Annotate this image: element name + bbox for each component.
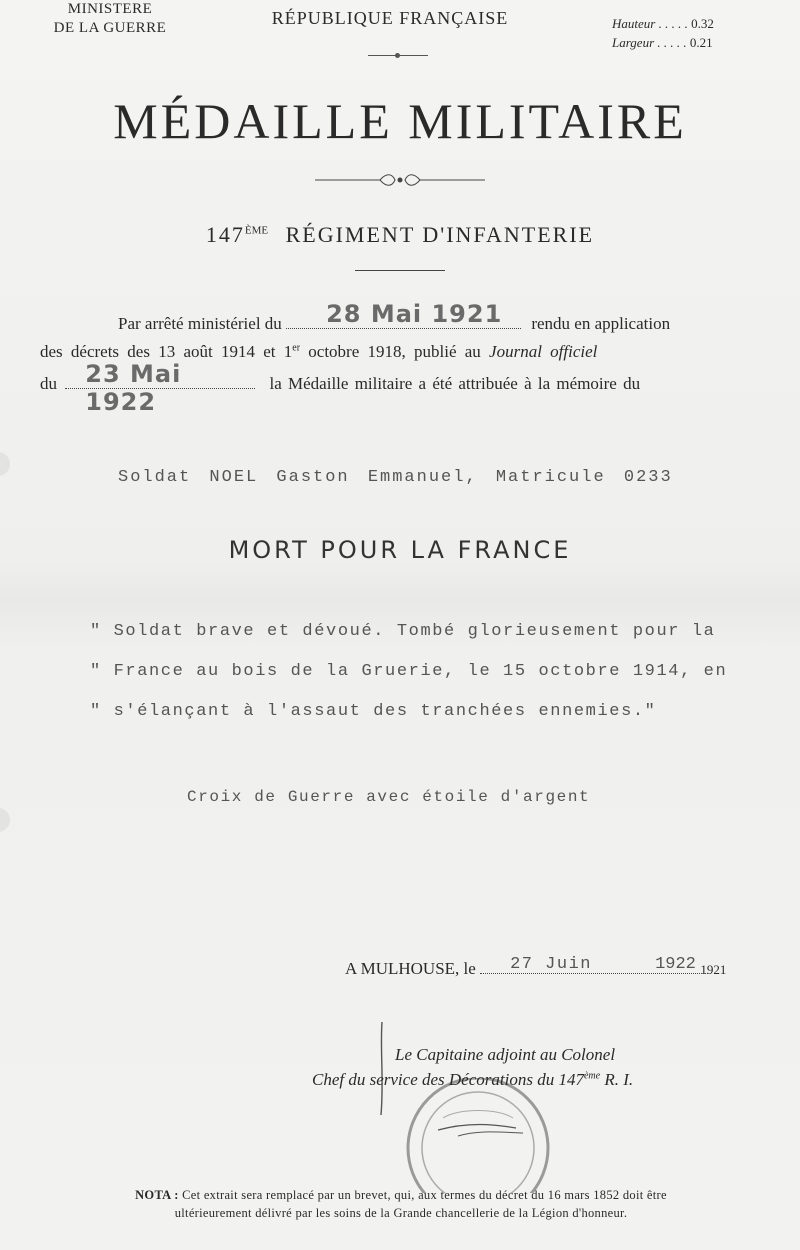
ornament-divider xyxy=(300,170,500,190)
citation-line: " Soldat brave et dévoué. Tombé glorieusement pour la xyxy=(90,622,716,641)
decree-line-1: Par arrêté ministériel du 28 Mai 1921 rendu en application xyxy=(118,300,671,333)
citation-line: " s'élançant à l'assaut des tranchées ennemies." xyxy=(90,702,657,721)
signature-date-field: 27 Juin 1922 xyxy=(480,957,708,974)
regiment-heading: 147ÈME RÉGIMENT D'INFANTERIE xyxy=(205,222,595,247)
journal-date-stamp: 23 Mai 1922 xyxy=(85,360,182,416)
punch-hole xyxy=(0,808,10,832)
republic-heading: RÉPUBLIQUE FRANÇAISE xyxy=(271,8,509,28)
mort-pour-la-france: MORT POUR LA FRANCE xyxy=(228,536,572,564)
place-and-date: A MULHOUSE, le 27 Juin 1922 1921 xyxy=(345,955,727,978)
dimensions-note: Hauteur . . . . . 0.32 Largeur . . . . . 0.21 xyxy=(612,16,714,50)
signatory-service: Chef du service des Décorations du 147ème R. I. xyxy=(312,1070,634,1089)
soldier-name: Soldat NOEL Gaston Emmanuel, Matricule 0233 xyxy=(118,468,673,487)
punch-hole xyxy=(0,452,10,476)
citation-line: " France au bois de la Gruerie, le 15 octobre 1914, en xyxy=(90,662,728,681)
nota-footnote: NOTA : Cet extrait sera remplacé par un brevet, qui, aux termes du décret du 16 mars 1852 doit être ultérieurement délivré par les soins de la Grande chancellerie de la Légion d'honneur. xyxy=(135,1188,667,1220)
decree-line-3: du 23 Mai 1922 la Médaille militaire a été attribuée à la mémoire du xyxy=(40,360,641,416)
ministry-heading: MINISTERE DE LA GUERRE xyxy=(53,1,167,36)
page-title: MÉDAILLE MILITAIRE xyxy=(113,93,687,149)
signatory-title: Le Capitaine adjoint au Colonel xyxy=(395,1045,616,1064)
journal-date-field xyxy=(65,360,255,416)
arrete-date-stamp: 28 Mai 1921 xyxy=(326,300,503,328)
official-seal-stamp xyxy=(398,1078,558,1193)
arrete-date-field xyxy=(286,300,521,329)
regiment-rule xyxy=(355,270,445,271)
decree-line-2: des décrets des 13 août 1914 et 1er octobre 1918, publié au Journal officiel xyxy=(40,342,598,361)
croix-de-guerre-note: Croix de Guerre avec étoile d'argent xyxy=(187,788,591,806)
republic-rule xyxy=(368,55,428,56)
